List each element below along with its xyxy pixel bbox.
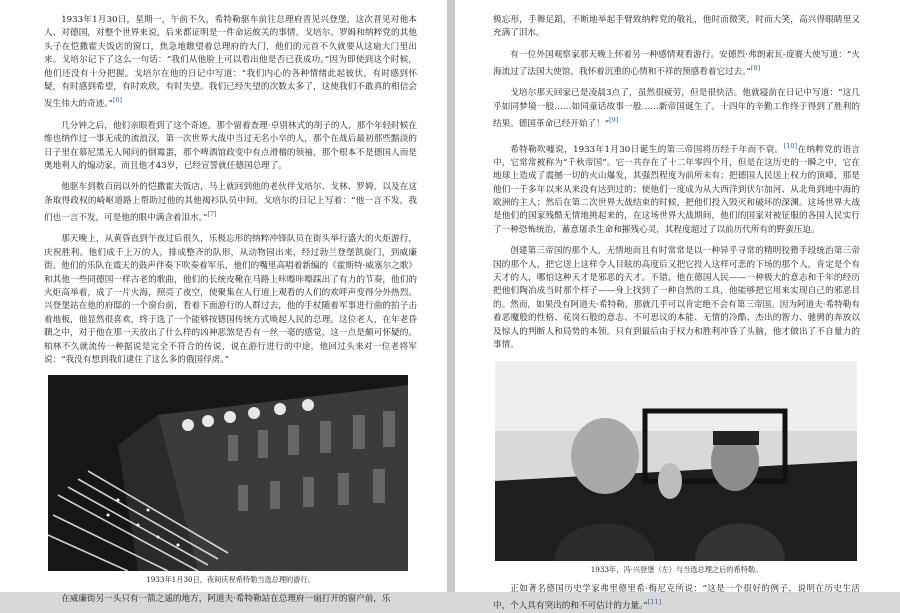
left-page [0, 0, 447, 605]
footnote-link[interactable]: [6] [112, 96, 123, 105]
footnote-link[interactable]: [8] [750, 64, 761, 73]
footnote-link[interactable]: [9] [609, 116, 619, 125]
hindenburg-hitler-figure [493, 361, 860, 575]
paragraph: 他驱车到数百码以外的恺撒霍夫饭店，马上就回到他的老伙伴戈培尔、戈林、罗姆，以及在这条取得政权的崎岖道路上帮助过他的其他褐衫队员中间。戈培尔的日记上写着：“他一言不发，我们也一言不发，可是他的眼中满含着泪水。”[7] [44, 182, 417, 223]
paragraph: 希特勒吹嘘说，1933年1月30日诞生的第三帝国将历经千年而不衰。[10]在纳粹党的语言中，它常常被称为“千秋帝国”。它一共存在了十二年零四个月，但是在这历史的一瞬之中，它在地球上造成了震撼一切的火山爆发，其强烈程度为前所未有；把德国人民送上权力的顶峰，那是他们一千多年以来从来没有达到过的；使他们一度成为从大西洋到伏尔加河、从北角到地中海的欧洲的主人；然后在第二次世界大战结束的时候，把他们投入毁灭和破坏的深渊。这场世界大战是他们的国家残酷无情地挑起来的，在这场世界大战期间，他们的国家对被征服的各国人民实行了一种恐怖统治，蓄意屠杀生命和摧残心灵，其程度超过了以前历代所有的野蛮压迫。 [493, 141, 860, 235]
paragraph: 极忘形，手舞足蹈，不断地举起手臂致纳粹党的敬礼，他时而微笑，时而大笑，高兴得眼睛里又充满了泪水。 [493, 15, 860, 39]
footnote-link[interactable]: [10] [783, 141, 797, 150]
torchlight-parade-figure [44, 375, 417, 585]
paragraph: 创建第三帝国的那个人，无情地而且有时常常是以一种异乎寻常的精明狡猾手段统治第三帝国的那个人，把它送上这样令人目眩的高度后又把它投入这样可悲的下场的那个人，肯定是个有天才的人，哪怕这种天才是邪恶的天才。不错，他在德国人民——一种极大的意志和千年的经历把他们陶冶成当时那个样子——身上找到了一种自然的工具，他能够把它用来实现自己的邪恶目的。然而，如果没有阿道夫·希特勒，那就几乎可以肯定绝不会有第三帝国。因为阿道夫·希特勒有着恶魔般的性格、花岗石般的意志、不可思议的本能、无情的冷酷、杰出的智力、驰骋的奔放以及惊人的判断人和局势的本领。只有到最后由于权力和胜利冲昏了头脑，他才做出了不自量力的事情。 [493, 246, 860, 351]
page-gutter [447, 0, 455, 592]
figure-caption: 1933年，冯·兴登堡（左）与当选总理之后的希特勒。 [590, 564, 763, 574]
hindenburg-hitler-photo [495, 361, 857, 561]
paragraph: 几分钟之后，他们亲眼看到了这个奇迹。那个留着查理·卓别林式的胡子的人，那个年轻时候在维也纳作过一事无成的流浪汉，第一次世界大战中当过无名小卒的人，那个在战后最初那些黯淡的日子里在慕尼黑无人闻问的倒霉蛋，那个啤酒馆政变中有点滑稽的领袖，那个根本不是德国人而是奥地利人的煽动家，而且他才43岁，已经宣誓就任德国总理了。 [44, 120, 417, 171]
torchlight-parade-image [48, 375, 408, 571]
hindenburg-hitler-image [495, 361, 857, 561]
paragraph: 在威廉街另一头只有一箭之遥的地方，阿道夫·希特勒站在总理府一扇打开的窗户前，乐 [61, 594, 391, 605]
torchlight-parade-photo [48, 375, 408, 571]
figure-caption: 1933年1月30日，夜间庆祝希特勒当选总理的游行。 [146, 575, 315, 585]
paragraph: 正如著名德国历史学家弗里德里希·梅尼克所说：“这是一个很好的例子，说明在历史生活中，个人具有突出的和不可估计的力量。”[11] [493, 583, 860, 611]
paragraph: 1933年1月30日，星期一，午前不久，希特勒驱车前往总理府晋见兴登堡，这次晋见对他本人、对德国，对整个世界来说，后来都证明是一件命运攸关的事情。戈培尔、罗姆和纳粹党的其他头子在恺撒霍夫饭店的窗口，焦急地瞧望着总理府的大门，他们的元首不久就要从这扇大门里出来。戈培尔记下了这么一句话：“我们从他脸上可以看出他是否已获成功。”因为即使到这个时候，他们还没有十分把握。戈培尔在他的日记中写道：“我们内心的各种情绪此起彼伏，有时感到怀疑，有时感到希望，有时欢欣，有时失望。我们已经失望的次数太多了，这使我们不敢真的相信会发生伟大的奇迹。”[6] [44, 15, 417, 110]
paragraph: 戈培尔那天回家已是凌晨3点了，虽然很疲劳，但是很快活。他就寝前在日记中写道：“这几乎如同梦境一般……如同童话故事一般……新帝国诞生了。十四年的辛勤工作终于得到了胜利的结果。德国革命已经开始了！”[9] [493, 88, 860, 130]
paragraph: 那天晚上，从黄昏直到午夜过后很久，乐极忘形的纳粹冲锋队员在街头举行盛大的火炬游行，庆祝胜利。他们成千上万的人，排成整齐的队形，从动物园出来，经过勃兰登堡凯旋门，到威廉街。他们的乐队在震天的鼓声伴奏下吹奏着军乐，他们的嘴里高唱着新编的《霍斯特·威塞尔之歌》和其他一些同德国一样古老的歌曲，他们的长统皮靴在马路上咔嚓咔嚓踩出了有力的节奏，他们的火炬高举着，成了一片火海，照亮了夜空，使聚集在人行道上观看的人们的欢呼声变得分外热烈。兴登堡站在他的府邸的一个窗台前，看着下面游行的人群过去，他的手杖随着军事进行曲的拍子击着地板，他显然很喜欢，终于选了一个能够按德国传统方式唤起人民的总理。这位老人，在年老昏聩之中，对于他在那一天放出了什么样的凶神恶煞是否有一丝一毫的感觉，这一点是颇可怀疑的。柏林不久就流传一种据说是完全不符合的传说，说在游行进行的中途，他回过头来对一位老将军说：“我没有想到我们逮住了这么多的俄国俘虏。” [44, 234, 417, 366]
footnote-link[interactable]: [7] [207, 210, 217, 219]
paragraph: 有一位外国观察家那天晚上怀着另一种感情观看游行。安德烈·弗朗索瓦-庞赛大使写道：“火海流过了法国大使馆，我怀着沉重的心情和不祥的预感看着它过去。”[8] [493, 49, 860, 78]
right-page [455, 0, 900, 611]
footnote-link[interactable]: [11] [647, 597, 662, 606]
